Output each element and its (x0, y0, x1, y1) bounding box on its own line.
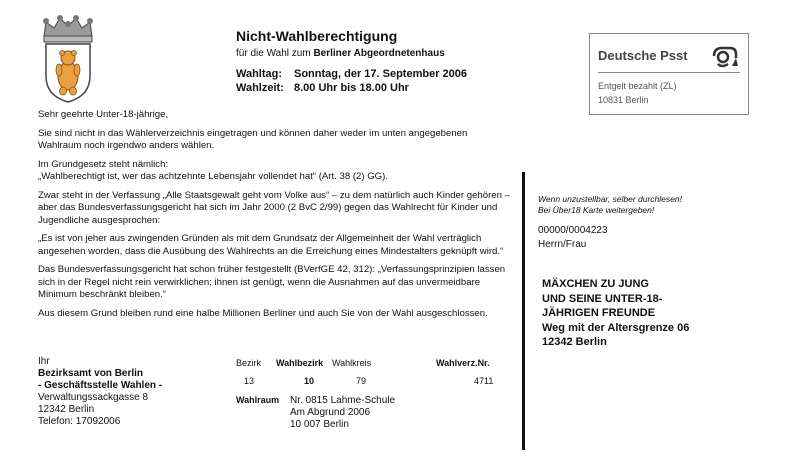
paragraph-4: „Es ist von jeher aus zwingenden Gründen als mit dem Grundsatz der Allgemeinheit der Wahl verträglich angesehen worden, dass die Ausübung des Wahlrechts an die Erreichung eines Mindestalters geknüpft wird.“ (38, 233, 504, 257)
salutation: Herrn/Frau (538, 239, 587, 250)
stamp-divider (598, 72, 740, 73)
letter-body (38, 109, 510, 326)
value-wahlkreis: 79 (356, 376, 367, 386)
paragraph-5: Das Bundesverfassungsgericht hat schon früher festgestellt (BVerfGE 42, 312): „Verfassungsprinzipien lassen sich in der Regel nicht rein verwirklichen; ihnen ist genügt, wenn die Ausnahmen auf das unvermeidbare Minimum beschränkt bleiben.“ (38, 264, 506, 300)
return-note: Wenn unzustellbar, selber durchlesen! Bei Über18 Karte weitergeben! (538, 194, 682, 215)
post-horn-icon (710, 42, 740, 72)
document-subtitle: für die Wahl zum Berliner Abgeordnetenhaus (236, 48, 445, 59)
document-title: Nicht-Wahlberechtigung (236, 28, 398, 44)
header-bezirk: Bezirk (236, 358, 262, 368)
reference-block (538, 224, 608, 252)
recipient-address: MÄXCHEN ZU JUNG UND SEINE UNTER-18- JÄHRIGEN FREUNDE Weg mit der Altersgrenze 06 12342 Berlin (542, 278, 690, 348)
paragraph-2: Im Grundgesetz steht nämlich: „Wahlberechtigt ist, wer das achtzehnte Lebensjahr vollendet hat“ (Art. 38 (2) GG). (38, 158, 388, 182)
greeting: Sehr geehrte Unter-18-jährige, (38, 109, 169, 120)
berlin-crest-icon (38, 14, 98, 104)
value-bezirk: 13 (244, 376, 255, 386)
header-wahlbezirk: Wahlbezirk (276, 358, 324, 368)
postage-stamp (589, 33, 749, 115)
paragraph-6: Aus diesem Grund bleiben rund eine halbe Millionen Berliner und auch Sie von der Wahl ausgeschlossen. (38, 307, 488, 319)
paragraph-3: Zwar steht in der Verfassung „Alle Staatsgewalt geht vom Volke aus“ – zu dem natürlich auch Kinder gehören – aber das Bundesverfassungsgericht hat sich im Jahr 2000 (2 BvC 2/99) gegen das Wahlrecht für Kinder und Jugendliche ausgesprochen: (38, 189, 510, 226)
wahltag-row: Wahltag: Sonntag, der 17. September 2006 (236, 68, 468, 80)
stamp-city: 10831 Berlin (598, 95, 649, 105)
value-wahlbezirk: 10 (304, 376, 315, 386)
stamp-paid: Entgelt bezahlt (ZL) (598, 81, 677, 91)
paragraph-1: Sie sind nicht in das Wählerverzeichnis eingetragen und können daher weder im unten angegebenen Wahlraum noch irgendwo anders wählen. (38, 127, 468, 151)
header-wahlverz: Wahlverz.Nr. (436, 358, 490, 368)
sender-block: Ihr Bezirksamt von Berlin - Geschäftsstelle Wahlen - Verwaltungssackgasse 8 12342 Berlin Telefon: 17092006 (38, 356, 163, 427)
wahlraum-address: Nr. 0815 Lahme-Schule Am Abgrund 2006 10 007 Berlin (290, 395, 396, 430)
wahlraum-label: Wahlraum (236, 395, 280, 405)
reference-number: 00000/0004223 (538, 225, 608, 236)
wahlzeit-row: Wahlzeit: 8.00 Uhr bis 18.00 Uhr (236, 82, 409, 94)
header-wahlkreis: Wahlkreis (332, 358, 372, 368)
value-wahlverz: 4711 (474, 376, 494, 386)
title-block (236, 28, 556, 95)
stamp-brand: Deutsche Psst (598, 48, 688, 63)
address-divider (522, 172, 525, 450)
